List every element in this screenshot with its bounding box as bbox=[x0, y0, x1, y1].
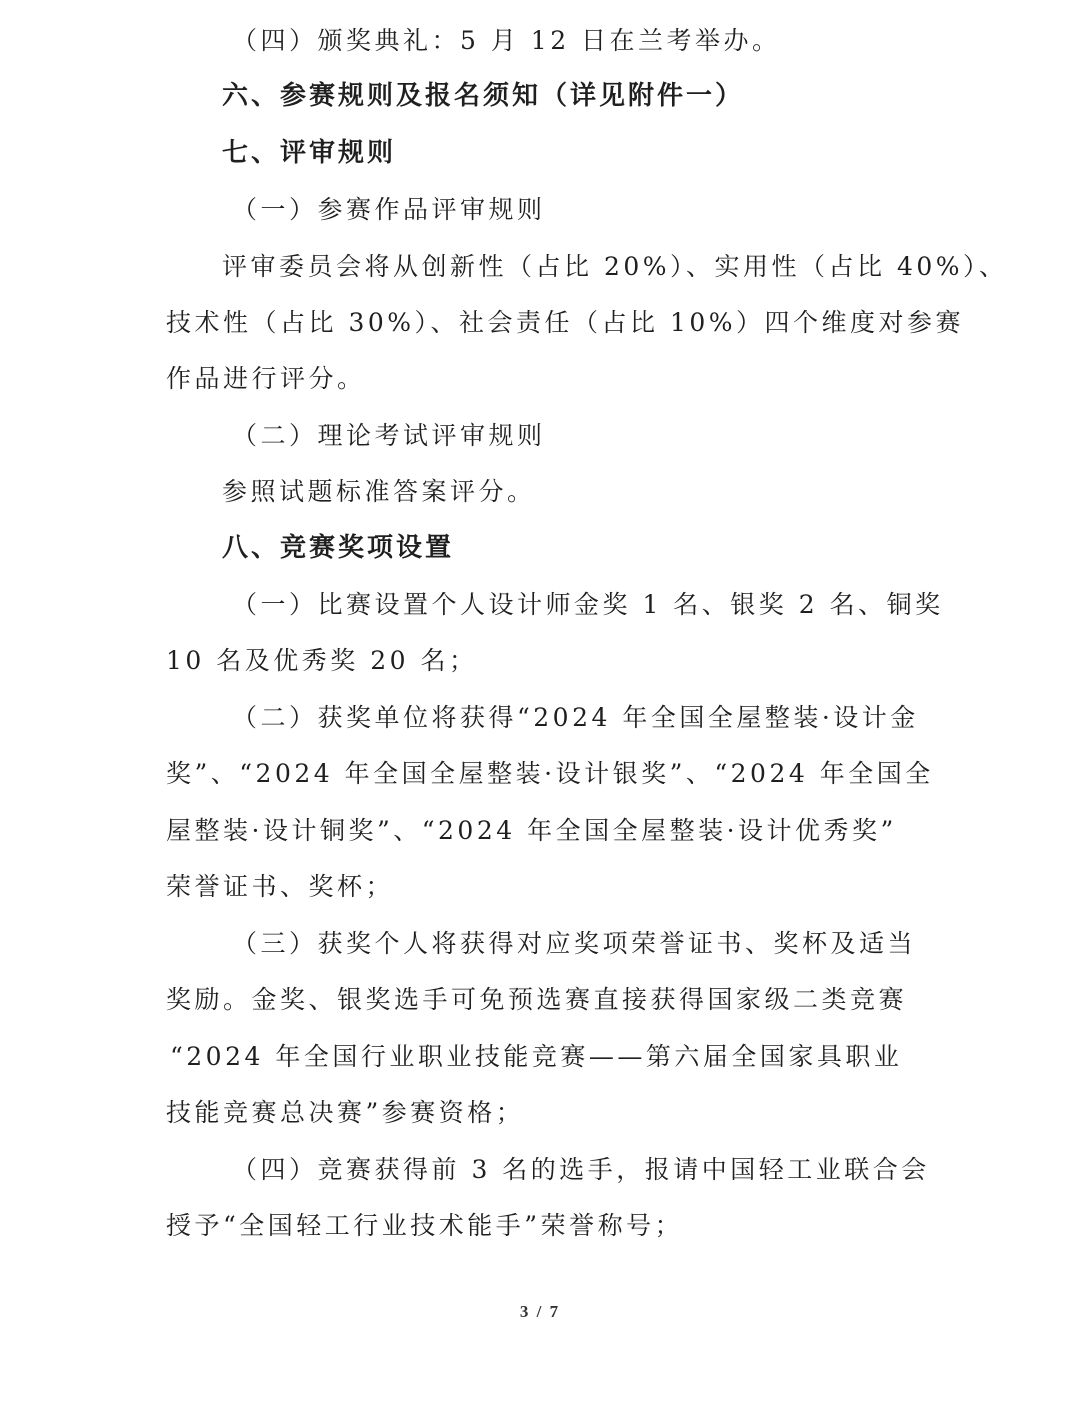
paragraph-line: 奖励。金奖、银奖选手可免预选赛直接获得国家级二类竞赛 bbox=[166, 985, 908, 1014]
paragraph-line: （四）竞赛获得前 3 名的选手，报请中国轻工业联合会 bbox=[232, 1155, 930, 1184]
paragraph-line: （三）获奖个人将获得对应奖项荣誉证书、奖杯及适当 bbox=[232, 929, 917, 958]
paragraph-line: 评审委员会将从创新性（占比 20%）、实用性（占比 40%）、 bbox=[222, 252, 1008, 281]
paragraph-line: 授予“全国轻工行业技术能手”荣誉称号； bbox=[166, 1211, 684, 1240]
section-eight-heading: 八、竞赛奖项设置 bbox=[222, 533, 455, 563]
paragraph-line: 作品进行评分。 bbox=[166, 364, 366, 393]
paragraph-line: （一）比赛设置个人设计师金奖 1 名、银奖 2 名、铜奖 bbox=[232, 590, 944, 619]
paragraph-line: 奖”、“2024 年全国全屋整装·设计银奖”、“2024 年全国全 bbox=[166, 759, 934, 788]
paragraph-line: 技术性（占比 30%）、社会责任（占比 10%）四个维度对参赛 bbox=[166, 308, 965, 337]
award-ceremony-line: （四）颁奖典礼：5 月 12 日在兰考举办。 bbox=[232, 26, 781, 55]
subsection-theory-review: （二）理论考试评审规则 bbox=[232, 421, 546, 450]
paragraph-line: 参照试题标准答案评分。 bbox=[222, 477, 536, 506]
paragraph-line: （二）获奖单位将获得“2024 年全国全屋整装·设计金 bbox=[232, 703, 919, 732]
paragraph-line: 10 名及优秀奖 20 名； bbox=[166, 646, 478, 675]
page-number: 3 / 7 bbox=[519, 1302, 561, 1321]
paragraph-line: 屋整装·设计铜奖”、“2024 年全国全屋整装·设计优秀奖” bbox=[166, 816, 897, 845]
paragraph-line: 荣誉证书、奖杯； bbox=[166, 872, 395, 901]
section-six-heading: 六、参赛规则及报名须知（详见附件一） bbox=[222, 81, 745, 111]
section-seven-heading: 七、评审规则 bbox=[222, 138, 397, 168]
paragraph-line: “2024 年全国行业职业技能竞赛——第六届全国家具职业 bbox=[170, 1042, 903, 1071]
paragraph-line: 技能竞赛总决赛”参赛资格； bbox=[166, 1098, 525, 1127]
subsection-entry-review: （一）参赛作品评审规则 bbox=[232, 195, 546, 224]
